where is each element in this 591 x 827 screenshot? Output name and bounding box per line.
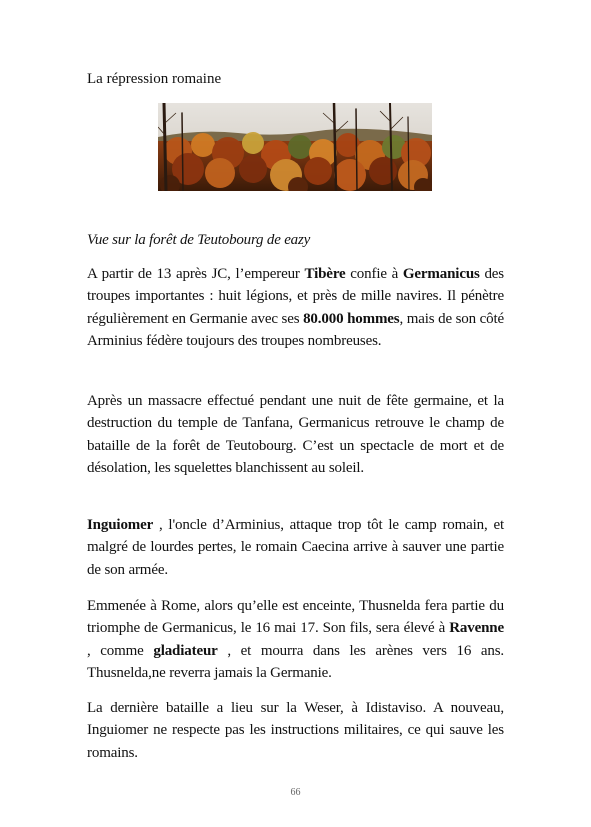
paragraph-2 bbox=[87, 390, 504, 480]
paragraph-3 bbox=[87, 514, 504, 581]
section-heading: La répression romaine bbox=[87, 71, 222, 87]
bold-name: Tibère bbox=[304, 266, 346, 282]
forest-photo bbox=[158, 103, 432, 191]
paragraph-1 bbox=[87, 263, 504, 353]
text-segment: Emmenée à Rome, alors qu’elle est enceinte, Thusnelda fera partie du triomphe de Germanicus, le 16 mai 17. Son fils, sera élevé à bbox=[87, 598, 504, 637]
text-segment: , mais de son côté Arminius fédère toujours des troupes nombreuses. bbox=[87, 310, 505, 350]
paragraph-4 bbox=[87, 595, 504, 685]
photo-caption: Vue sur la forêt de Teutobourg de eazy bbox=[87, 232, 311, 248]
text-segment: confie à bbox=[345, 266, 403, 282]
text-segment: La dernière bataille a lieu sur la Weser, à Idistaviso. A nouveau, Inguiomer ne respecte pas les instructions militaires, ce qui sauve les romains. bbox=[87, 700, 504, 761]
page-number: 66 bbox=[290, 787, 301, 798]
bold-name: Germanicus bbox=[402, 266, 480, 282]
text-segment: A partir de 13 après JC, l’empereur bbox=[87, 266, 305, 282]
bold-name: Inguiomer bbox=[87, 517, 154, 533]
text-segment: , et mourra dans les arènes vers 16 ans. Thusnelda,ne reverra jamais la Germanie. bbox=[87, 642, 504, 682]
bold-term: gladiateur bbox=[153, 642, 218, 659]
paragraph-5 bbox=[87, 697, 504, 764]
text-segment: , comme bbox=[87, 642, 154, 659]
text-segment: des troupes importantes : huit légions, et près de mille navires. Il pénètre régulièrement en Germanie avec ses bbox=[87, 266, 504, 327]
bold-figure: 80.000 hommes bbox=[303, 310, 400, 327]
text-segment: Après un massacre effectué pendant une nuit de fête germaine, et la destruction du temple de Tanfana, Germanicus retrouve le champ de bataille de la forêt de Teutobourg. C’est un spectacle de mort et de désolation, les squelettes blanchissent au soleil. bbox=[87, 393, 504, 477]
text-segment: , l'oncle d’Arminius, attaque trop tôt le camp romain, et malgré de lourdes pertes, le romain Caecina arrive à sauver une partie de son armée. bbox=[87, 517, 504, 578]
bold-place: Ravenne bbox=[449, 620, 504, 637]
